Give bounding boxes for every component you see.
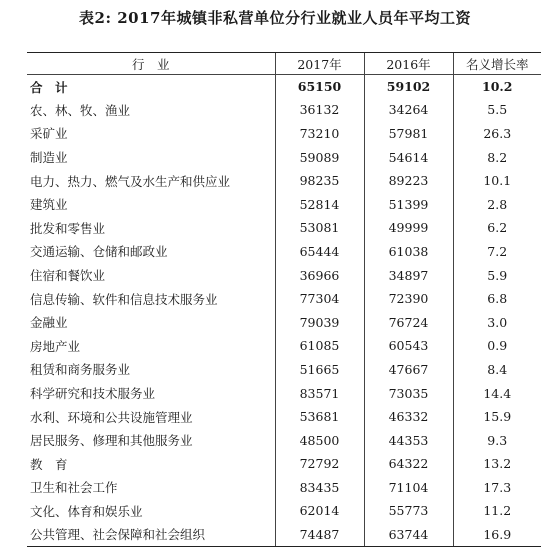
table-row	[27, 334, 541, 358]
header-2016: 2016年	[364, 53, 453, 75]
growth-rate-cell: 9.3	[453, 428, 541, 452]
growth-rate-cell: 8.4	[453, 358, 541, 382]
wage-2017-cell: 36966	[275, 263, 364, 287]
industry-cell: 交通运输、仓储和邮政业	[30, 244, 168, 260]
table-row	[27, 428, 541, 452]
industry-cell: 采矿业	[30, 126, 68, 142]
header-industry: 行 业	[27, 53, 275, 75]
table-row	[27, 145, 541, 169]
growth-rate-cell: 0.9	[453, 334, 541, 358]
industry-cell: 金融业	[30, 315, 68, 331]
wage-2016-cell: 61038	[364, 240, 453, 264]
table-row	[27, 263, 541, 287]
wage-2016-cell: 49999	[364, 216, 453, 240]
industry-cell: 文化、体育和娱乐业	[30, 503, 143, 519]
table-row	[27, 192, 541, 216]
wage-2016-cell: 73035	[364, 381, 453, 405]
wage-2017-cell: 62014	[275, 499, 364, 523]
growth-rate-cell: 6.8	[453, 287, 541, 311]
wage-2016-cell: 63744	[364, 523, 453, 547]
growth-rate-cell: 6.2	[453, 216, 541, 240]
table-row	[27, 216, 541, 240]
header-growth: 名义增长率	[453, 53, 541, 75]
industry-cell: 房地产业	[30, 338, 81, 354]
industry-cell: 农、林、牧、渔业	[30, 102, 131, 118]
wage-2016-cell: 34897	[364, 263, 453, 287]
wage-2016-cell: 46332	[364, 405, 453, 429]
wage-2017-cell: 79039	[275, 310, 364, 334]
industry-cell: 建筑业	[30, 197, 68, 213]
wage-2017-cell: 52814	[275, 192, 364, 216]
industry-cell: 住宿和餐饮业	[30, 268, 106, 284]
table-row	[27, 122, 541, 146]
wage-2017-cell: 77304	[275, 287, 364, 311]
wage-2017-cell: 53081	[275, 216, 364, 240]
industry-cell: 教 育	[30, 456, 68, 472]
growth-rate-cell: 2.8	[453, 192, 541, 216]
table-row	[27, 98, 541, 122]
wage-table	[27, 52, 541, 547]
growth-rate-cell: 16.9	[453, 523, 541, 547]
industry-cell: 电力、热力、燃气及水生产和供应业	[30, 173, 231, 189]
wage-2016-cell: 55773	[364, 499, 453, 523]
growth-rate-cell: 5.9	[453, 263, 541, 287]
table-row	[27, 169, 541, 193]
table-row	[27, 476, 541, 500]
wage-2017-cell: 74487	[275, 523, 364, 547]
wage-2016-cell: 89223	[364, 169, 453, 193]
growth-rate-cell: 11.2	[453, 499, 541, 523]
wage-2016-cell: 57981	[364, 122, 453, 146]
wage-2017-cell: 65150	[275, 75, 364, 99]
wage-2017-cell: 83435	[275, 476, 364, 500]
growth-rate-cell: 10.2	[453, 75, 541, 99]
growth-rate-cell: 7.2	[453, 240, 541, 264]
industry-cell: 公共管理、社会保障和社会组织	[27, 523, 275, 547]
table-row	[27, 240, 541, 264]
table-row	[27, 381, 541, 405]
wage-2017-cell: 53681	[275, 405, 364, 429]
growth-rate-cell: 10.1	[453, 169, 541, 193]
wage-2017-cell: 73210	[275, 122, 364, 146]
wage-2017-cell: 51665	[275, 358, 364, 382]
wage-2016-cell: 54614	[364, 145, 453, 169]
table-header	[27, 53, 541, 75]
wage-2017-cell: 83571	[275, 381, 364, 405]
table-body	[27, 75, 541, 547]
growth-rate-cell: 15.9	[453, 405, 541, 429]
wage-2017-cell: 65444	[275, 240, 364, 264]
growth-rate-cell: 26.3	[453, 122, 541, 146]
header-2017: 2017年	[275, 53, 364, 75]
wage-2016-cell: 76724	[364, 310, 453, 334]
growth-rate-cell: 5.5	[453, 98, 541, 122]
wage-2016-cell: 72390	[364, 287, 453, 311]
wage-2017-cell: 36132	[275, 98, 364, 122]
wage-2016-cell: 60543	[364, 334, 453, 358]
table-row	[27, 452, 541, 476]
growth-rate-cell: 14.4	[453, 381, 541, 405]
industry-cell: 科学研究和技术服务业	[30, 386, 156, 402]
table-row	[27, 310, 541, 334]
wage-2017-cell: 61085	[275, 334, 364, 358]
table-row	[27, 405, 541, 429]
header-row	[27, 53, 541, 75]
industry-cell: 居民服务、修理和其他服务业	[30, 433, 193, 449]
industry-cell: 信息传输、软件和信息技术服务业	[30, 291, 218, 307]
wage-2016-cell: 64322	[364, 452, 453, 476]
wage-2017-cell: 72792	[275, 452, 364, 476]
table-title: 表2: 2017年城镇非私营单位分行业就业人员年平均工资	[79, 9, 471, 27]
wage-2017-cell: 59089	[275, 145, 364, 169]
wage-2016-cell: 44353	[364, 428, 453, 452]
industry-cell: 水利、环境和公共设施管理业	[30, 409, 193, 425]
growth-rate-cell: 17.3	[453, 476, 541, 500]
growth-rate-cell: 13.2	[453, 452, 541, 476]
wage-2016-cell: 71104	[364, 476, 453, 500]
industry-cell: 制造业	[30, 150, 68, 166]
wage-2016-cell: 59102	[364, 75, 453, 99]
table-row	[27, 287, 541, 311]
table-row	[27, 499, 541, 523]
industry-cell: 租赁和商务服务业	[30, 362, 131, 378]
table-row-total	[27, 75, 541, 99]
industry-cell: 卫生和社会工作	[30, 480, 118, 496]
table-row	[27, 358, 541, 382]
industry-cell: 合 计	[30, 79, 68, 95]
industry-cell: 批发和零售业	[30, 220, 106, 236]
wage-2017-cell: 98235	[275, 169, 364, 193]
wage-2016-cell: 47667	[364, 358, 453, 382]
wage-2017-cell: 48500	[275, 428, 364, 452]
wage-2016-cell: 34264	[364, 98, 453, 122]
wage-2016-cell: 51399	[364, 192, 453, 216]
growth-rate-cell: 8.2	[453, 145, 541, 169]
table-row	[27, 523, 541, 547]
growth-rate-cell: 3.0	[453, 310, 541, 334]
